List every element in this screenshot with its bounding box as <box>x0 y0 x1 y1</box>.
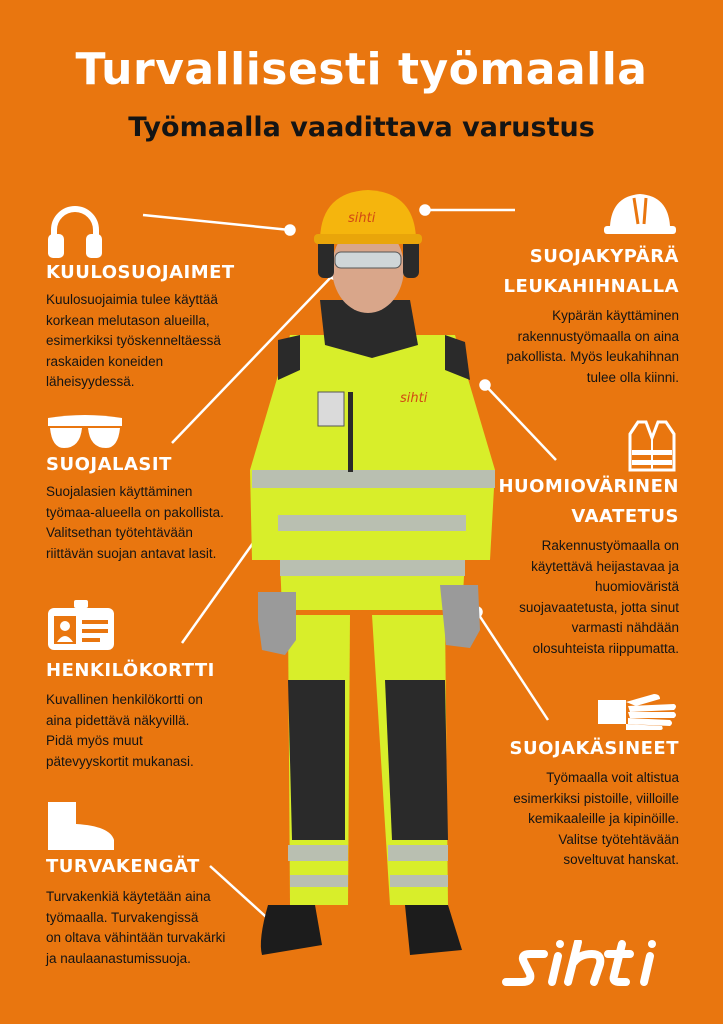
jacket-logo-text: sihti <box>400 391 428 406</box>
suojakypara-heading: SUOJAKYPÄRÄ LEUKAHIHNALLA <box>503 246 679 297</box>
huomiovarinen-heading: HUOMIOVÄRINEN VAATETUS <box>498 476 679 527</box>
henkilokortti-heading: HENKILÖKORTTI <box>46 660 215 681</box>
suojalasit-text: Suojalasien käyttäminen työmaa-alueella on pakollista. Valitsethan työtehtävään riittävän suojan antavat lasit. <box>46 484 224 561</box>
kuulosuojaimet-heading: KUULOSUOJAIMET <box>46 262 235 283</box>
earmuffs-icon <box>46 204 104 260</box>
turvakengat-heading: TURVAKENGÄT <box>46 856 200 877</box>
safety-glasses-icon <box>46 412 124 452</box>
henkilokortti-text: Kuvallinen henkilökortti on aina pidettävä näkyvillä. Pidä myös muut pätevyyskortit mukanasi. <box>46 692 203 769</box>
helmet-logo-text: sihti <box>348 211 376 226</box>
kuulosuojaimet-text: Kuulosuojaimia tulee käyttää korkean melutason alueilla, esimerkiksi työskenneltäessä raskaiden koneiden läheisyydessä. <box>46 292 221 389</box>
turvakengat-text: Turvakenkiä käytetään aina työmaalla. Turvakengissä on oltava vähintään turvakärki ja naulaanastumissuoja. <box>46 889 226 966</box>
page-title: Turvallisesti työmaalla <box>75 44 648 95</box>
suojakasineet-text: Työmaalla voit altistua esimerkiksi pistoille, viilloille kemikaaleille ja kipinöille. Valitse työtehtävään soveltuvat hanskat. <box>513 770 679 867</box>
suojalasit-heading: SUOJALASIT <box>46 454 172 475</box>
safety-boot-icon <box>46 800 118 852</box>
suojakypara-text: Kypärän käyttäminen rakennustyömaalla on aina pakollista. Myös leukahihnan tulee olla kiinni. <box>506 308 679 385</box>
hi-vis-vest-icon <box>628 420 676 472</box>
hard-hat-icon <box>604 190 676 238</box>
huomiovarinen-text: Rakennustyömaalla on käytettävä heijastavaa ja huomioväristä suojavaatetusta, jotta sinut varmasti nähdään olosuhteista riippumatta. <box>519 538 679 656</box>
sihti-logo <box>500 940 680 1000</box>
id-card-icon <box>46 600 116 652</box>
page-subtitle: Työmaalla vaadittava varustus <box>128 112 595 143</box>
suojakasineet-heading: SUOJAKÄSINEET <box>509 738 679 759</box>
glove-icon <box>596 690 678 730</box>
